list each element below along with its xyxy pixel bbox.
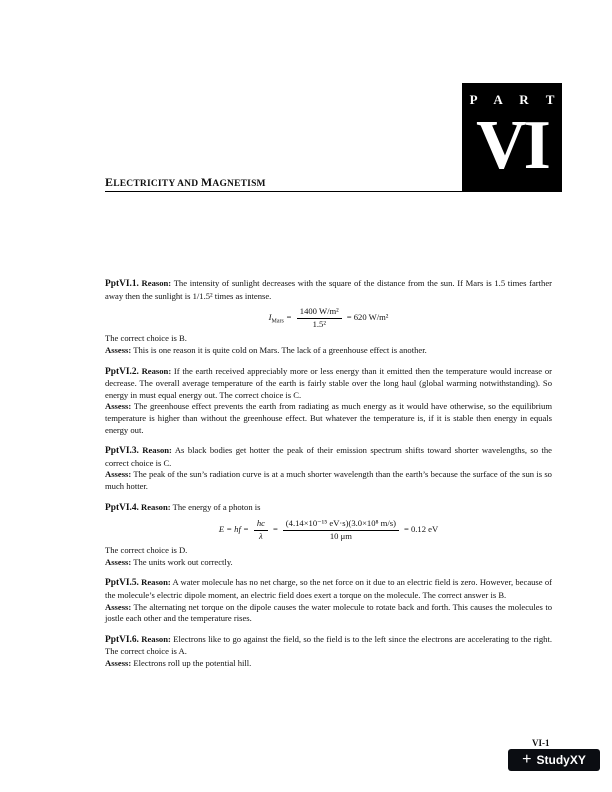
plus-icon: + <box>522 751 532 768</box>
assess-label: Assess: <box>105 658 132 669</box>
correct-choice: The correct choice is D. <box>105 545 188 556</box>
eq-denominator: λ <box>259 530 263 541</box>
assess-label: Assess: <box>105 556 132 567</box>
eq-denominator: 1.5² <box>312 318 326 329</box>
chapter-title-part1: LECTRICITY AND <box>113 179 201 189</box>
problem-1 <box>105 278 552 357</box>
reason-label: Reason: <box>141 633 171 644</box>
eq-equals: = <box>272 524 278 535</box>
problem-id: PptVI.1. <box>105 279 139 289</box>
studyxy-logo[interactable] <box>508 749 600 771</box>
correct-choice: The correct choice is B. <box>105 333 187 344</box>
page-number: VI-1 <box>532 738 550 748</box>
assess-label: Assess: <box>105 401 132 412</box>
equation-intensity <box>105 306 552 330</box>
problem-id: PptVI.5. <box>105 578 139 589</box>
reason-text: The intensity of sunlight decreases with the square of the distance from the sun. If Mars is 1.5 times farther away then the sunlight is 1/1.5² times as intense. <box>105 278 552 301</box>
assess-label: Assess: <box>105 344 132 355</box>
assess-text: The greenhouse effect prevents the earth from radiating as much energy as it would have otherwise, so the equilibrium temperature is higher than without the greenhouse effect. But whatever the temperature is, if it is stable then energy in equals energy out. <box>105 401 553 435</box>
assess-text: The alternating net torque on the dipole causes the water molecule to rotate back and forth. This causes the molecules to jostle each other and the temperature rises. <box>105 601 552 624</box>
problem-3 <box>105 445 552 492</box>
eq-fraction <box>297 306 342 330</box>
eq-lhs: $I_{Mars}$ = <box>268 312 292 326</box>
assess-label: Assess: <box>105 469 132 480</box>
assess-text: The units work out correctly. <box>133 556 233 567</box>
reason-text: The energy of a photon is <box>172 501 261 512</box>
equation-photon-energy <box>105 518 552 542</box>
chapter-initial-m: M <box>200 175 213 189</box>
reason-text: A water molecule has no net charge, so the net force on it due to an electric field is zero. However, because of the molecule’s electric dipole moment, an electric field does exert a torque on the molecule. The correct answer is B. <box>105 577 552 601</box>
part-label: P A R T <box>469 92 562 107</box>
problem-id: PptVI.2. <box>105 366 139 377</box>
eq-rhs: = 0.12 eV <box>403 524 439 535</box>
reason-label: Reason: <box>142 445 172 456</box>
eq-numerator: hc <box>254 518 268 531</box>
eq-lhs: E = hf = <box>218 524 249 535</box>
eq-fraction-hc <box>254 518 268 542</box>
logo-text: StudyXY <box>536 753 586 767</box>
eq-denominator: 10 μm <box>329 530 352 541</box>
eq-rhs: = 620 W/m² <box>346 312 389 323</box>
solutions-content <box>105 278 552 679</box>
reason-text: Electrons like to go against the field, so the field is to the left since the electrons are accelerating to the right. The correct choice is A. <box>105 633 552 657</box>
title-rule <box>105 191 562 192</box>
chapter-initial-e: E <box>105 175 114 189</box>
problem-2 <box>105 366 552 437</box>
part-number: VI <box>476 107 548 184</box>
problem-4 <box>105 502 552 569</box>
reason-label: Reason: <box>141 278 172 288</box>
reason-label: Reason: <box>141 365 172 376</box>
reason-text: If the earth received appreciably more or less energy than it emitted then the temperature would increase or decrease. The overall average temperature of the earth is fairly stable over the long haul (global warming notwithstanding). So energy in must equal energy out. The correct choice is C. <box>105 365 552 400</box>
problem-id: PptVI.6. <box>105 634 139 645</box>
eq-numerator: (4.14×10⁻¹⁵ eV·s)(3.0×10⁸ m/s) <box>283 518 399 531</box>
assess-text: Electrons roll up the potential hill. <box>133 658 252 669</box>
chapter-title <box>105 175 266 190</box>
assess-label: Assess: <box>105 601 132 612</box>
reason-text: As black bodies get hotter the peak of their emission spectrum shifts toward shorter wavelengths, so the correct choice is C. <box>105 445 552 468</box>
chapter-title-part2: AGNETISM <box>212 179 266 189</box>
problem-6 <box>105 634 552 670</box>
problem-5 <box>105 577 552 624</box>
eq-numerator: 1400 W/m² <box>297 306 342 319</box>
part-banner <box>462 83 562 191</box>
reason-label: Reason: <box>141 501 171 512</box>
assess-text: This is one reason it is quite cold on Mars. The lack of a greenhouse effect is another. <box>133 344 427 355</box>
eq-fraction-values <box>283 518 399 542</box>
problem-id: PptVI.4. <box>105 502 139 513</box>
reason-label: Reason: <box>141 577 171 588</box>
assess-text: The peak of the sun’s radiation curve is at a much shorter wavelength than the earth’s because the surface of the sun is so much hotter. <box>105 469 552 491</box>
problem-id: PptVI.3. <box>105 446 139 457</box>
